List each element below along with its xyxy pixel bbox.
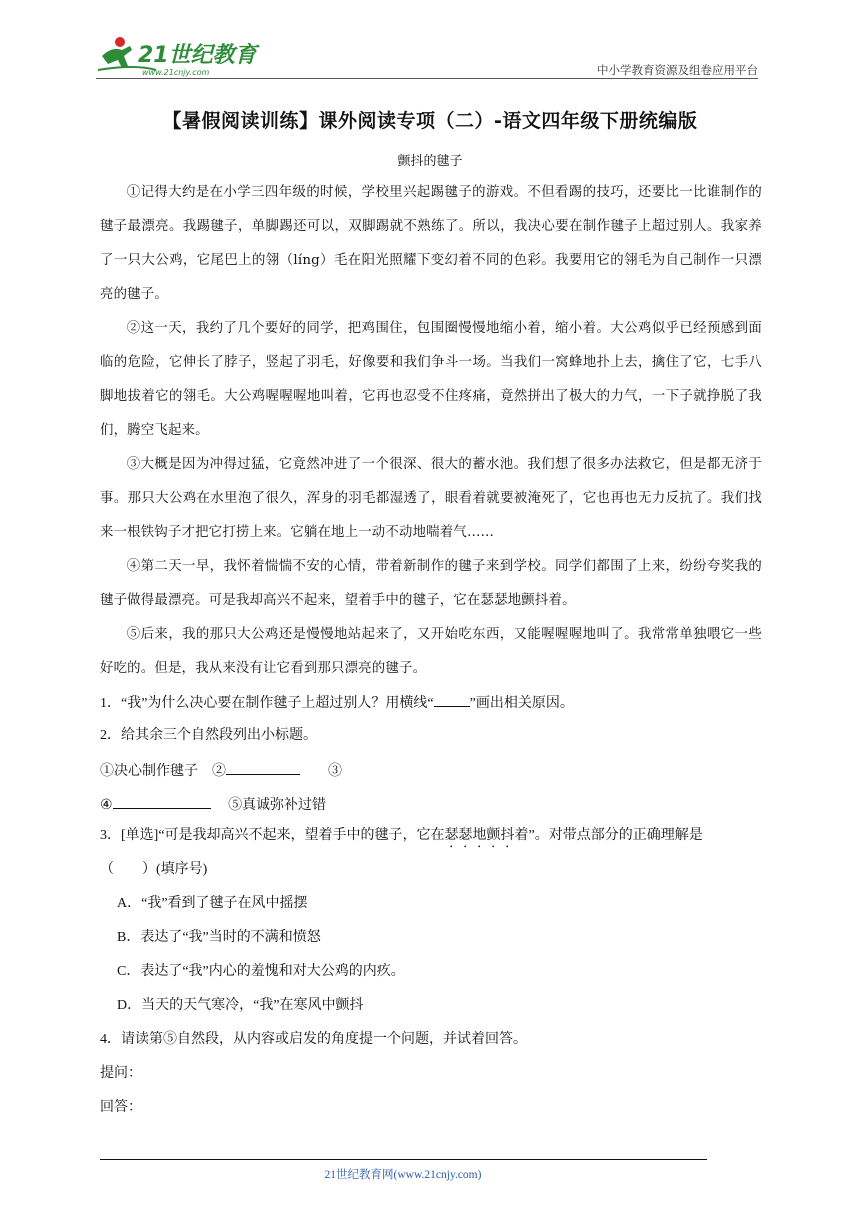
paragraph-5: ⑤后来，我的那只大公鸡还是慢慢地站起来了，又开始吃东西，又能喔喔喔地叫了。我常常单独喂它一些好吃的。但是，我从来没有让它看到那只漂亮的毽子。 — [100, 627, 762, 676]
question-2-line-2: ④ ⑤真诚弥补过错 — [100, 794, 770, 816]
question-3-answer-line: （ ）(填序号) — [100, 862, 208, 877]
page-title: 【暑假阅读训练】课外阅读专项（二）-语文四年级下册统编版 — [162, 110, 698, 132]
paragraph-1: ①记得大约是在小学三四年级的时候，学校里兴起踢毽子的游戏。不但看踢的技巧，还要比一比谁制作的毽子最漂亮。我踢毽子，单脚踢还可以，双脚踢就不熟练了。所以，我决心要在制作毽子上超过别人。我家养了一只大公鸡，它尾巴上的翎（líng）毛在阳光照耀下变幻着不同的色彩。我要用它的翎毛为自己制作一只漂亮的毽子。 — [100, 185, 762, 302]
ask-label: 提问： — [100, 1066, 142, 1081]
logo-text: 21世纪教育 — [138, 43, 257, 68]
answer-blank-4[interactable] — [113, 794, 211, 809]
option-b[interactable]: B．表达了“我”当时的不满和愤怒 — [117, 930, 321, 945]
header-divider — [96, 78, 758, 79]
question-3: 3．[单选]“可是我却高兴不起来，望着手中的毽子，它在瑟瑟地颤抖着”。对带点部分的正确理解是 — [100, 828, 703, 843]
option-a[interactable]: A．“我”看到了毽子在风中摇摆 — [117, 896, 308, 911]
logo-url: www.21cnjy.com — [142, 68, 210, 77]
question-2-line-1: ①决心制作毽子 ② ③ — [100, 760, 770, 782]
answer-blank[interactable] — [434, 692, 470, 707]
option-c[interactable]: C．表达了“我”内心的羞愧和对大公鸡的内疚。 — [117, 964, 405, 979]
page-header — [96, 30, 758, 80]
dotted-words: 瑟瑟地颤抖 — [444, 828, 515, 843]
footer-link[interactable]: 21世纪教育网(www.21cnjy.com) — [324, 1169, 482, 1181]
21cnjy-logo — [96, 34, 266, 78]
platform-name: 中小学教育资源及组卷应用平台 — [597, 63, 758, 77]
paragraph-2: ②这一天，我约了几个要好的同学，把鸡围住，包围圈慢慢地缩小着，缩小着。大公鸡似乎已经预感到面临的危险，它伸长了脖子，竖起了羽毛，好像要和我们争斗一场。当我们一窝蜂地扑上去，擒住了它，七手八脚地拔着它的翎毛。大公鸡喔喔喔地叫着，它再也忍受不住疼痛，竟然拼出了极大的力气，一下子就挣脱了我们，腾空飞起来。 — [100, 321, 762, 438]
paragraph-3: ③大概是因为冲得过猛，它竟然冲进了一个很深、很大的蓄水池。我们想了很多办法救它，但是都无济于事。那只大公鸡在水里泡了很久，浑身的羽毛都湿透了，眼看着就要被淹死了，它也再也无力反抗了。我们找来一根铁钩子才把它打捞上来。它躺在地上一动不动地喘着气…… — [100, 457, 762, 540]
option-d[interactable]: D．当天的天气寒冷，“我”在寒风中颤抖 — [117, 998, 364, 1013]
passage-title: 颤抖的毽子 — [397, 154, 463, 169]
answer-label: 回答： — [100, 1100, 142, 1115]
question-4: 4．请读第⑤自然段，从内容或启发的角度提一个问题，并试着回答。 — [100, 1032, 527, 1047]
answer-blank-2[interactable] — [226, 760, 300, 775]
footer-divider — [100, 1159, 707, 1160]
question-1: 1．“我”为什么决心要在制作毽子上超过别人？用横线“ ”画出相关原因。 — [100, 692, 770, 714]
question-2: 2．给其余三个自然段列出小标题。 — [100, 728, 317, 743]
paragraph-4: ④第二天一早，我怀着惴惴不安的心情，带着新制作的毽子来到学校。同学们都围了上来，纷纷夸奖我的毽子做得最漂亮。可是我却高兴不起来，望着手中的毽子，它在瑟瑟地颤抖着。 — [100, 559, 762, 608]
